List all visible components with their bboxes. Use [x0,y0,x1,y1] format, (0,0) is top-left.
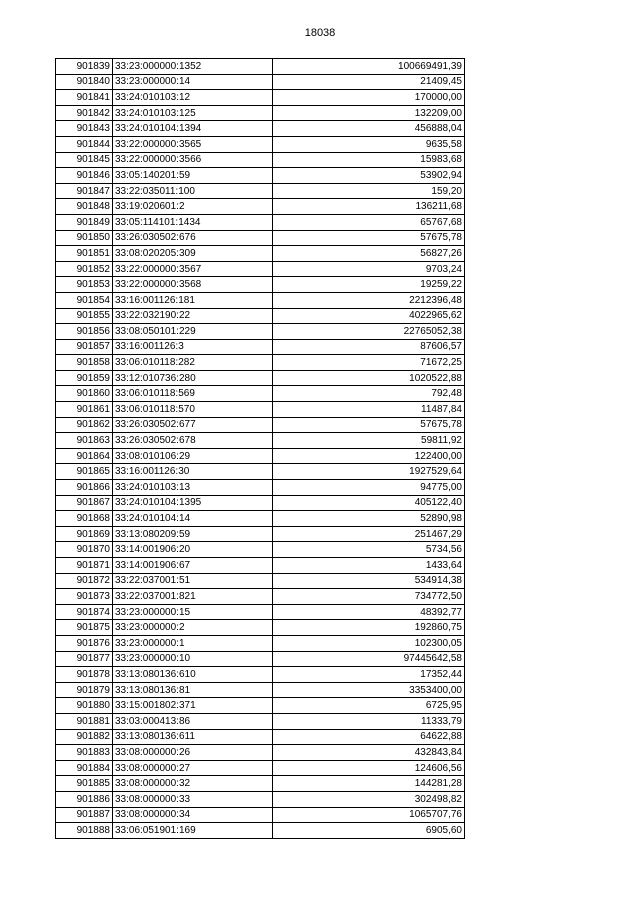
cadastral-number-cell: 33:24:010104:14 [113,511,273,527]
cadastral-number-cell: 33:16:001126:3 [113,339,273,355]
cadastral-value-cell: 57675,78 [273,230,465,246]
row-id-cell: 901873 [56,589,113,605]
cadastral-value-cell: 5734,56 [273,542,465,558]
table-row [56,604,465,620]
table-row [56,370,465,386]
table-row [56,261,465,277]
row-id-cell: 901877 [56,651,113,667]
table-row [56,713,465,729]
cadastral-number-cell: 33:08:000000:33 [113,791,273,807]
table-row [56,292,465,308]
row-id-cell: 901844 [56,136,113,152]
table-row [56,308,465,324]
cadastral-value-cell: 15983,68 [273,152,465,168]
cadastral-number-cell: 33:12:010736:280 [113,370,273,386]
row-id-cell: 901881 [56,713,113,729]
cadastral-number-cell: 33:24:010103:13 [113,480,273,496]
table-row [56,448,465,464]
cadastral-value-cell: 1927529,64 [273,464,465,480]
row-id-cell: 901839 [56,59,113,75]
table-row [56,136,465,152]
cadastral-value-cell: 94775,00 [273,480,465,496]
row-id-cell: 901869 [56,526,113,542]
cadastral-number-cell: 33:06:010118:570 [113,402,273,418]
cadastral-value-cell: 64622,88 [273,729,465,745]
cadastral-number-cell: 33:05:140201:59 [113,168,273,184]
cadastral-number-cell: 33:16:001126:181 [113,292,273,308]
table-row [56,620,465,636]
row-id-cell: 901863 [56,433,113,449]
cadastral-value-cell: 57675,78 [273,417,465,433]
cadastral-value-cell: 52890,98 [273,511,465,527]
row-id-cell: 901854 [56,292,113,308]
cadastral-number-cell: 33:22:037001:51 [113,573,273,589]
cadastral-value-cell: 53902,94 [273,168,465,184]
cadastral-number-cell: 33:06:051901:169 [113,823,273,839]
table-row [56,823,465,839]
cadastral-value-cell: 2212396,48 [273,292,465,308]
cadastral-number-cell: 33:23:000000:2 [113,620,273,636]
row-id-cell: 901841 [56,90,113,106]
row-id-cell: 901852 [56,261,113,277]
cadastral-value-cell: 302498,82 [273,791,465,807]
cadastral-number-cell: 33:23:000000:15 [113,604,273,620]
cadastral-value-cell: 1433,64 [273,558,465,574]
cadastral-value-cell: 534914,38 [273,573,465,589]
cadastral-value-cell: 21409,45 [273,74,465,90]
row-id-cell: 901883 [56,745,113,761]
cadastral-value-cell: 132209,00 [273,105,465,121]
row-id-cell: 901843 [56,121,113,137]
cadastral-value-cell: 1020522,88 [273,370,465,386]
cadastral-value-cell: 792,48 [273,386,465,402]
cadastral-value-cell: 6905,60 [273,823,465,839]
cadastral-value-cell: 11487,84 [273,402,465,418]
row-id-cell: 901856 [56,324,113,340]
cadastral-number-cell: 33:06:010118:569 [113,386,273,402]
cadastral-value-cell: 734772,50 [273,589,465,605]
cadastral-value-cell: 1065707,76 [273,807,465,823]
row-id-cell: 901864 [56,448,113,464]
cadastral-number-cell: 33:23:000000:14 [113,74,273,90]
cadastral-value-cell: 17352,44 [273,667,465,683]
cadastral-value-cell: 124606,56 [273,760,465,776]
cadastral-number-cell: 33:14:001906:20 [113,542,273,558]
cadastral-number-cell: 33:05:114101:1434 [113,214,273,230]
table-row [56,807,465,823]
row-id-cell: 901867 [56,495,113,511]
table-row [56,152,465,168]
cadastral-number-cell: 33:08:010106:29 [113,448,273,464]
row-id-cell: 901887 [56,807,113,823]
row-id-cell: 901884 [56,760,113,776]
cadastral-number-cell: 33:26:030502:677 [113,417,273,433]
cadastral-number-cell: 33:22:000000:3565 [113,136,273,152]
row-id-cell: 901842 [56,105,113,121]
table-row [56,760,465,776]
table-row [56,589,465,605]
cadastral-number-cell: 33:23:000000:1352 [113,59,273,75]
table-row [56,791,465,807]
cadastral-number-cell: 33:08:000000:34 [113,807,273,823]
cadastral-value-cell: 159,20 [273,183,465,199]
cadastral-value-cell: 87606,57 [273,339,465,355]
table-row [56,339,465,355]
row-id-cell: 901855 [56,308,113,324]
cadastral-value-cell: 3353400,00 [273,682,465,698]
cadastral-value-cell: 65767,68 [273,214,465,230]
cadastral-value-table [55,58,465,839]
cadastral-number-cell: 33:08:000000:26 [113,745,273,761]
row-id-cell: 901851 [56,246,113,262]
cadastral-number-cell: 33:08:020205:309 [113,246,273,262]
table-row [56,573,465,589]
cadastral-value-cell: 48392,77 [273,604,465,620]
cadastral-number-cell: 33:13:080136:611 [113,729,273,745]
cadastral-value-cell: 11333,79 [273,713,465,729]
row-id-cell: 901888 [56,823,113,839]
table-row [56,230,465,246]
cadastral-value-cell: 4022965,62 [273,308,465,324]
table-row [56,121,465,137]
row-id-cell: 901846 [56,168,113,184]
page-number: 18038 [304,27,336,39]
cadastral-value-cell: 432843,84 [273,745,465,761]
table-row [56,526,465,542]
table-row [56,558,465,574]
table-row [56,433,465,449]
cadastral-number-cell: 33:08:050101:229 [113,324,273,340]
cadastral-number-cell: 33:24:010104:1395 [113,495,273,511]
cadastral-number-cell: 33:24:010103:125 [113,105,273,121]
cadastral-value-cell: 456888,04 [273,121,465,137]
cadastral-number-cell: 33:26:030502:678 [113,433,273,449]
cadastral-value-cell: 71672,25 [273,355,465,371]
table-row [56,168,465,184]
cadastral-number-cell: 33:22:032190:22 [113,308,273,324]
cadastral-value-cell: 144281,28 [273,776,465,792]
table-row [56,324,465,340]
cadastral-value-cell: 9635,58 [273,136,465,152]
table-row [56,698,465,714]
row-id-cell: 901845 [56,152,113,168]
row-id-cell: 901872 [56,573,113,589]
cadastral-value-cell: 122400,00 [273,448,465,464]
table-row [56,511,465,527]
row-id-cell: 901849 [56,214,113,230]
row-id-cell: 901860 [56,386,113,402]
row-id-cell: 901868 [56,511,113,527]
cadastral-number-cell: 33:23:000000:1 [113,635,273,651]
cadastral-number-cell: 33:03:000413:86 [113,713,273,729]
cadastral-number-cell: 33:19:020601:2 [113,199,273,215]
table-row [56,386,465,402]
row-id-cell: 901871 [56,558,113,574]
cadastral-value-cell: 9703,24 [273,261,465,277]
row-id-cell: 901886 [56,791,113,807]
row-id-cell: 901885 [56,776,113,792]
table-body [56,59,465,839]
table-row [56,402,465,418]
cadastral-number-cell: 33:22:000000:3568 [113,277,273,293]
table-row [56,667,465,683]
cadastral-value-cell: 170000,00 [273,90,465,106]
row-id-cell: 901858 [56,355,113,371]
table-row [56,105,465,121]
cadastral-number-cell: 33:22:035011:100 [113,183,273,199]
row-id-cell: 901875 [56,620,113,636]
table-row [56,246,465,262]
table-row [56,495,465,511]
cadastral-number-cell: 33:08:000000:27 [113,760,273,776]
table-row [56,542,465,558]
cadastral-value-cell: 251467,29 [273,526,465,542]
cadastral-value-cell: 100669491,39 [273,59,465,75]
table-row [56,729,465,745]
row-id-cell: 901870 [56,542,113,558]
cadastral-number-cell: 33:22:000000:3567 [113,261,273,277]
cadastral-number-cell: 33:24:010104:1394 [113,121,273,137]
row-id-cell: 901857 [56,339,113,355]
row-id-cell: 901880 [56,698,113,714]
row-id-cell: 901848 [56,199,113,215]
table-row [56,464,465,480]
row-id-cell: 901859 [56,370,113,386]
table-row [56,199,465,215]
cadastral-value-cell: 19259,22 [273,277,465,293]
cadastral-number-cell: 33:08:000000:32 [113,776,273,792]
cadastral-number-cell: 33:14:001906:67 [113,558,273,574]
table-row [56,745,465,761]
cadastral-value-cell: 192860,75 [273,620,465,636]
cadastral-number-cell: 33:16:001126:30 [113,464,273,480]
cadastral-value-cell: 136211,68 [273,199,465,215]
row-id-cell: 901862 [56,417,113,433]
row-id-cell: 901861 [56,402,113,418]
cadastral-number-cell: 33:13:080136:81 [113,682,273,698]
row-id-cell: 901853 [56,277,113,293]
cadastral-number-cell: 33:26:030502:676 [113,230,273,246]
table-row [56,417,465,433]
table-row [56,651,465,667]
table-row [56,74,465,90]
cadastral-value-cell: 59811,92 [273,433,465,449]
cadastral-number-cell: 33:15:001802:371 [113,698,273,714]
table-row [56,635,465,651]
cadastral-number-cell: 33:06:010118:282 [113,355,273,371]
cadastral-value-cell: 97445642,58 [273,651,465,667]
row-id-cell: 901850 [56,230,113,246]
row-id-cell: 901866 [56,480,113,496]
row-id-cell: 901876 [56,635,113,651]
cadastral-value-cell: 405122,40 [273,495,465,511]
table-row [56,59,465,75]
table-row [56,776,465,792]
row-id-cell: 901847 [56,183,113,199]
cadastral-number-cell: 33:22:037001:821 [113,589,273,605]
cadastral-value-cell: 56827,26 [273,246,465,262]
row-id-cell: 901865 [56,464,113,480]
row-id-cell: 901879 [56,682,113,698]
cadastral-value-cell: 6725,95 [273,698,465,714]
cadastral-value-cell: 102300,05 [273,635,465,651]
table-row [56,277,465,293]
cadastral-number-cell: 33:13:080209:59 [113,526,273,542]
cadastral-number-cell: 33:24:010103:12 [113,90,273,106]
cadastral-number-cell: 33:23:000000:10 [113,651,273,667]
table-row [56,355,465,371]
row-id-cell: 901882 [56,729,113,745]
table-row [56,214,465,230]
row-id-cell: 901840 [56,74,113,90]
table-row [56,480,465,496]
cadastral-value-cell: 22765052,38 [273,324,465,340]
row-id-cell: 901878 [56,667,113,683]
cadastral-number-cell: 33:13:080136:610 [113,667,273,683]
row-id-cell: 901874 [56,604,113,620]
cadastral-number-cell: 33:22:000000:3566 [113,152,273,168]
table-row [56,90,465,106]
table-row [56,682,465,698]
table-row [56,183,465,199]
